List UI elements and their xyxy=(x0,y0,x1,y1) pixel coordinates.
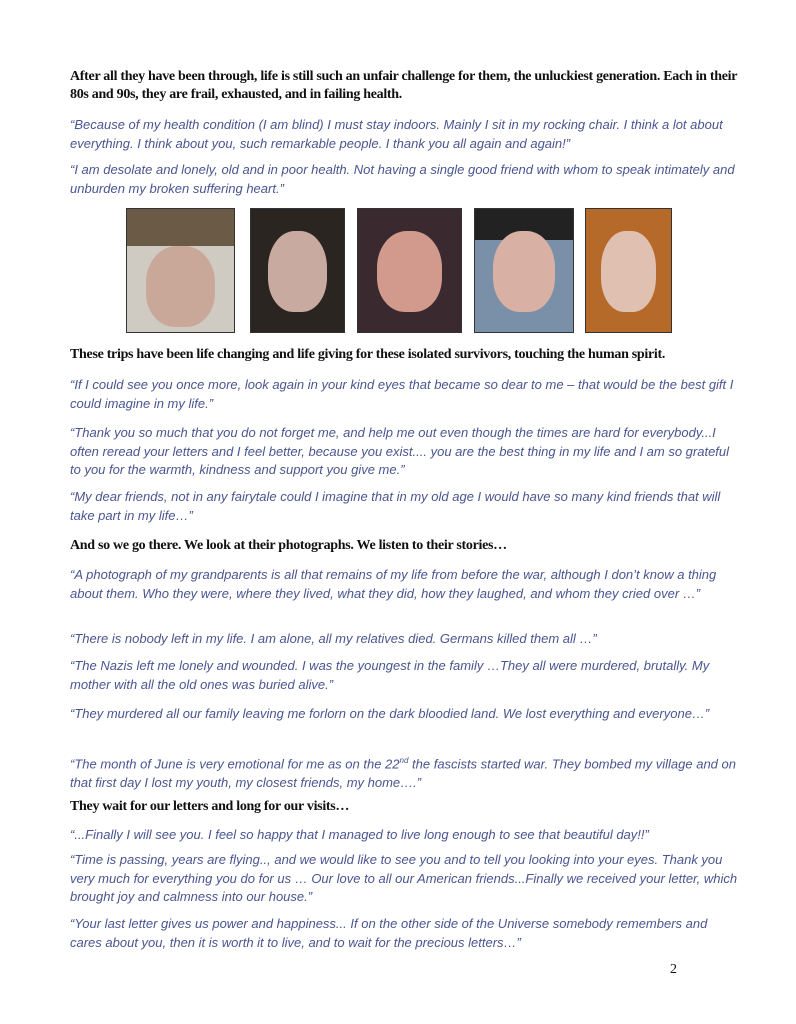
quote-desolate: “I am desolate and lonely, old and in poor health. Not having a single good friend with whom to speak intimately and unburden my broken suffering heart.” xyxy=(70,162,735,196)
quote-nazis: “The Nazis left me lonely and wounded. I was the youngest in the family …They all were murdered, brutally. My mother with all the old ones was buried alive.” xyxy=(70,658,710,692)
quote-last-letter: “Your last letter gives us power and happiness... If on the other side of the Universe somebody remembers and cares about you, then it is worth it to live, and to wait for the precious letters…” xyxy=(70,916,708,950)
survivor-photo-4 xyxy=(474,208,574,333)
quote-june-sup: nd xyxy=(399,756,409,765)
heading-wait-for-letters: They wait for our letters and long for our visits… xyxy=(70,799,350,814)
page-number: 2 xyxy=(670,962,677,977)
quote-blind: “Because of my health condition (I am blind) I must stay indoors. Mainly I sit in my rocking chair. I think a lot about everything. I think about you, such remarkable people. I thank you all again and again!” xyxy=(70,117,723,151)
heading-life-changing: These trips have been life changing and life giving for these isolated survivors, touching the human spirit. xyxy=(70,347,666,362)
heading-we-go-there: And so we go there. We look at their photographs. We listen to their stories… xyxy=(70,538,507,553)
survivor-photo-3 xyxy=(357,208,462,333)
heading-unfair-challenge: After all they have been through, life is still such an unfair challenge for them, the unluckiest generation. Each in their 80s and 90s, they are frail, exhausted, and in failing health. xyxy=(70,69,737,102)
survivor-photo-1 xyxy=(126,208,235,333)
quote-kind-eyes: “If I could see you once more, look again in your kind eyes that became so dear to me – that would be the best gift I could imagine in my life.” xyxy=(70,377,734,411)
quote-forlorn: “They murdered all our family leaving me forlorn on the dark bloodied land. We lost everything and everyone…” xyxy=(70,706,710,721)
quote-june xyxy=(70,752,740,792)
quote-grandparents: “A photograph of my grandparents is all that remains of my life from before the war, although I don’t know a thing about them. Who they were, where they lived, what they did, how they laughed, and whom they cried over …” xyxy=(70,567,717,601)
quote-nobody-left: “There is nobody left in my life. I am alone, all my relatives died. Germans killed them all …” xyxy=(70,631,597,646)
quote-june-end: the fascists started war. They bombed my village and on that first day I lost my youth, my closest friends, my home….” xyxy=(70,756,736,790)
quote-fairytale: “My dear friends, not in any fairytale could I imagine that in my old age I would have so many kind friends that will take part in my life…” xyxy=(70,489,721,523)
quote-time-passing: “Time is passing, years are flying.., and we would like to see you and to tell you looking into your eyes. Thank you very much for everything you do for us … Our love to all our American friends...Finally we received your letter, which brought joy and calmness into our house.” xyxy=(70,852,738,904)
survivor-photo-2 xyxy=(250,208,345,333)
quote-do-not-forget: “Thank you so much that you do not forget me, and help me out even though the times are hard for everybody...I often reread your letters and I feel better, because you exist.... you are the best thing in my life and I am so grateful to you for the warmth, kindness and support you give me.” xyxy=(70,425,730,477)
survivor-photo-5 xyxy=(585,208,672,333)
quote-finally: “...Finally I will see you. I feel so happy that I managed to live long enough to see that beautiful day!!” xyxy=(70,827,649,842)
quote-june-start: “The month of June is very emotional for me as on the 22 xyxy=(70,756,400,772)
